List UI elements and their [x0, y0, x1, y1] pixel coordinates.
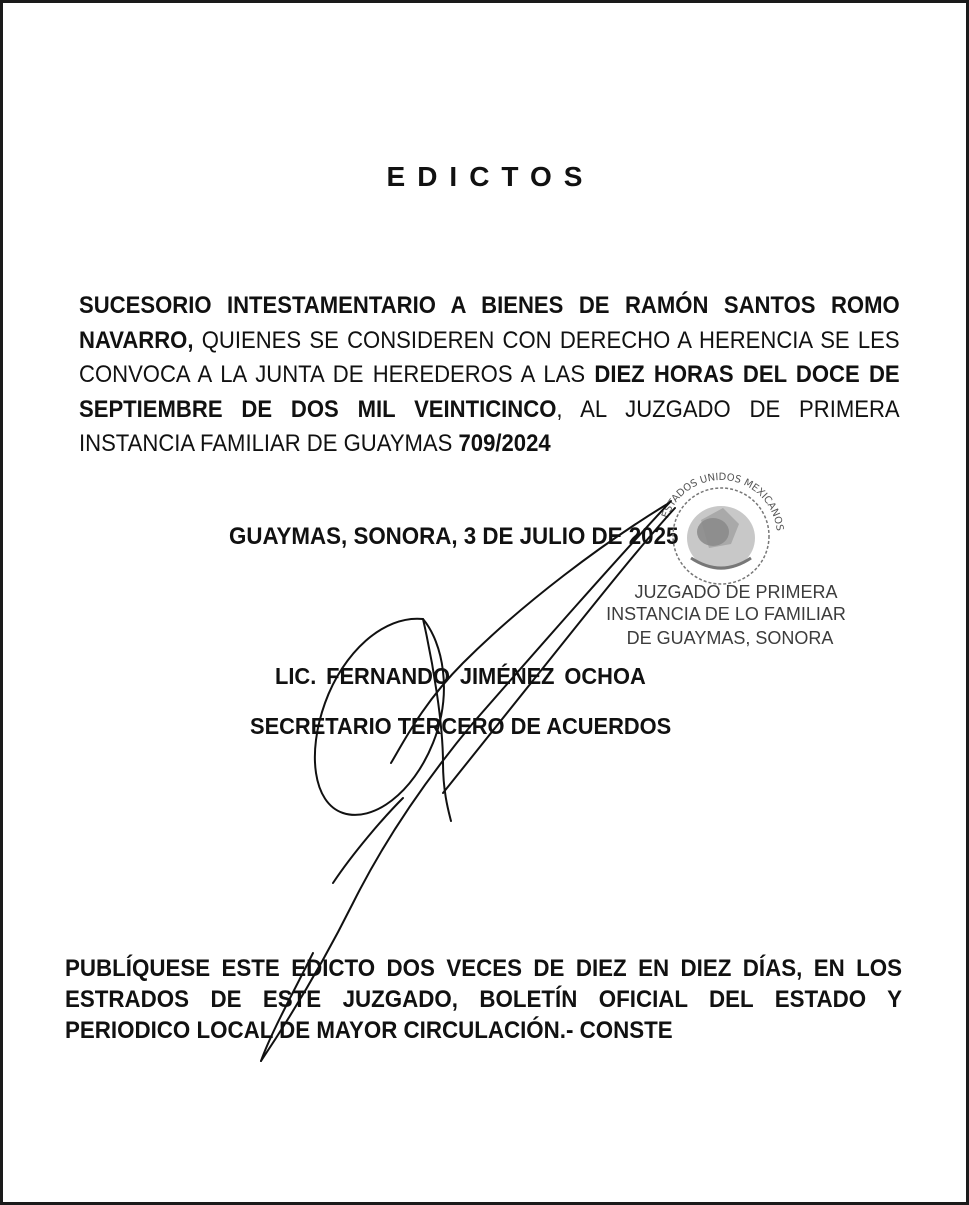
seal-ring-text: ESTADOS UNIDOS MEXICANOS — [660, 471, 785, 532]
edict-text-1: QUIENES SE CONSIDEREN CON DERECHO A HERENCIA SE LES CONVOCA A LA JUNTA DE HEREDEROS A LAS — [79, 326, 900, 388]
coat-of-arms-emblem — [573, 458, 843, 588]
publication-note: PUBLÍQUESE ESTE EDICTO DOS VECES DE DIEZ EN DIEZ DÍAS, EN LOS ESTRADOS DE ESTE JUZGADO, BOLETÍN OFICIAL DEL ESTADO Y PERIODICO LOCAL DE MAYOR CIRCULACIÓN.- CONSTE — [65, 955, 902, 1044]
place-and-date: GUAYMAS, SONORA, 3 DE JULIO DE 2025 — [229, 523, 679, 550]
seal-line-3: DE GUAYMAS, SONORA — [626, 628, 834, 648]
edict-subject: SUCESORIO INTESTAMENTARIO A BIENES DE RAMÓN SANTOS ROMO NAVARRO, — [79, 292, 900, 354]
signer-title: SECRETARIO TERCERO DE ACUERDOS — [250, 713, 672, 739]
hearing-date: DIEZ HORAS DEL DOCE DE SEPTIEMBRE DE DOS MIL VEINTICINCO — [79, 361, 900, 423]
signer-name: LIC. FERNANDO JIMÉNEZ OCHOA — [275, 663, 646, 689]
edict-text-2: , AL JUZGADO DE PRIMERA INSTANCIA FAMILIAR DE GUAYMAS — [79, 395, 900, 457]
document-title: EDICTOS — [386, 161, 595, 192]
court-seal — [573, 458, 846, 658]
case-number: 709/2024 — [458, 430, 551, 457]
seal-line-2: INSTANCIA DE LO FAMILIAR — [606, 604, 846, 624]
seal-line-1: JUZGADO DE PRIMERA — [634, 582, 838, 602]
edict-body — [79, 289, 900, 462]
